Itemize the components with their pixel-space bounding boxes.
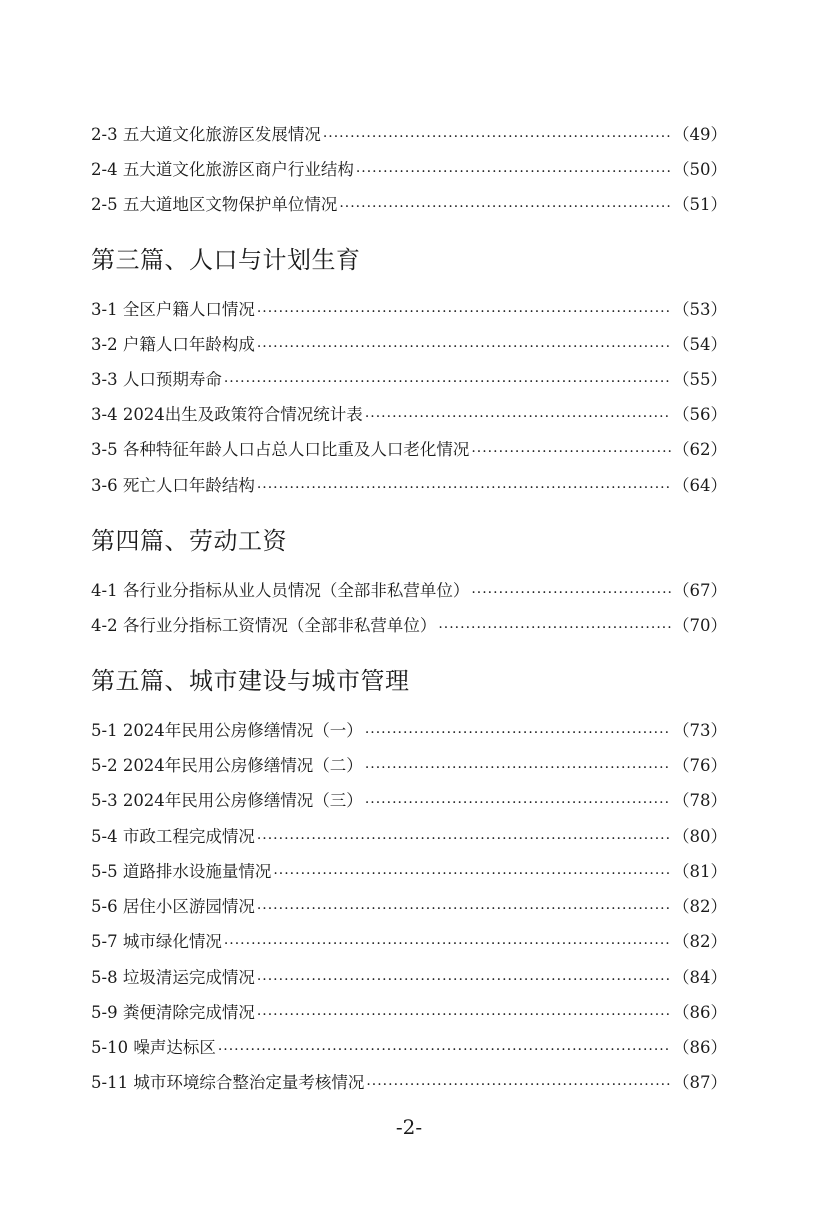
toc-entry[interactable] — [91, 966, 727, 990]
toc-entry-label: 4-2 各行业分指标工资情况（全部非私营单位） — [91, 616, 437, 635]
toc-entry-page: （53） — [673, 300, 727, 319]
toc-entry-label: 5-3 2024年民用公房修缮情况（三） — [91, 791, 363, 810]
toc-entry-label: 3-1 全区户籍人口情况 — [91, 300, 255, 319]
toc-entry-page: （73） — [673, 721, 727, 740]
toc-entry-label: 3-4 2024出生及政策符合情况统计表 — [91, 405, 363, 424]
dot-leader — [471, 442, 671, 462]
dot-leader — [356, 162, 671, 182]
toc-entry[interactable] — [91, 579, 727, 603]
toc-entry-page: （76） — [673, 756, 727, 775]
toc-entry[interactable] — [91, 825, 727, 849]
dot-leader — [224, 934, 671, 954]
toc-entry[interactable] — [91, 860, 727, 884]
dot-leader — [257, 478, 671, 498]
dot-leader — [365, 723, 671, 743]
toc-entry-label: 5-5 道路排水设施量情况 — [91, 862, 272, 881]
toc-entry[interactable] — [91, 123, 727, 147]
dot-leader — [365, 407, 671, 427]
dot-leader — [365, 793, 671, 813]
dot-leader — [257, 302, 671, 322]
toc-entry-page: （62） — [673, 440, 727, 459]
toc-entry-label: 5-8 垃圾清运完成情况 — [91, 968, 255, 987]
toc-entry-page: （82） — [673, 932, 727, 951]
toc-entry-label: 5-2 2024年民用公房修缮情况（二） — [91, 756, 363, 775]
dot-leader — [438, 618, 671, 638]
toc-entry[interactable] — [91, 614, 727, 638]
toc-entry-label: 2-4 五大道文化旅游区商户行业结构 — [91, 160, 354, 179]
dot-leader — [339, 197, 671, 217]
toc-entry-label: 5-6 居住小区游园情况 — [91, 897, 255, 916]
toc-entry-page: （67） — [673, 581, 727, 600]
dot-leader — [471, 583, 671, 603]
toc-entry[interactable] — [91, 1036, 727, 1060]
toc-entry[interactable] — [91, 403, 727, 427]
toc-entry-page: （55） — [673, 370, 727, 389]
toc-entry[interactable] — [91, 719, 727, 743]
toc-entry-label: 5-10 噪声达标区 — [91, 1038, 216, 1057]
toc-entry-page: （86） — [673, 1003, 727, 1022]
section-heading: 第五篇、城市建设与城市管理 — [91, 667, 410, 695]
toc-entry-label: 5-4 市政工程完成情况 — [91, 827, 255, 846]
toc-entry-label: 5-1 2024年民用公房修缮情况（一） — [91, 721, 363, 740]
toc-entry-label: 5-11 城市环境综合整治定量考核情况 — [91, 1073, 365, 1092]
section-heading: 第三篇、人口与计划生育 — [91, 246, 361, 274]
toc-entry[interactable] — [91, 474, 727, 498]
toc-entry[interactable] — [91, 754, 727, 778]
dot-leader — [224, 372, 671, 392]
toc-entry-page: （87） — [673, 1073, 727, 1092]
toc-entry-page: （50） — [673, 160, 727, 179]
toc-entry[interactable] — [91, 158, 727, 182]
toc-entry-page: （51） — [673, 195, 727, 214]
toc-entry-page: （82） — [673, 897, 727, 916]
toc-entry-label: 3-2 户籍人口年龄构成 — [91, 335, 255, 354]
toc-entry-label: 2-5 五大道地区文物保护单位情况 — [91, 195, 338, 214]
toc-entry-page: （78） — [673, 791, 727, 810]
page-number: -2- — [395, 1115, 423, 1139]
toc-entry-page: （80） — [673, 827, 727, 846]
dot-leader — [365, 758, 671, 778]
toc-entry-label: 5-7 城市绿化情况 — [91, 932, 222, 951]
toc-entry[interactable] — [91, 1001, 727, 1025]
toc-entry[interactable] — [91, 298, 727, 322]
dot-leader — [257, 337, 671, 357]
toc-entry-page: （84） — [673, 968, 727, 987]
toc-entry[interactable] — [91, 193, 727, 217]
toc-entry-label: 3-3 人口预期寿命 — [91, 370, 222, 389]
toc-entry-page: （54） — [673, 335, 727, 354]
toc-entry-label: 2-3 五大道文化旅游区发展情况 — [91, 125, 321, 144]
dot-leader — [257, 829, 671, 849]
toc-entry[interactable] — [91, 333, 727, 357]
toc-entry-label: 3-6 死亡人口年龄结构 — [91, 476, 255, 495]
dot-leader — [257, 899, 671, 919]
section-heading: 第四篇、劳动工资 — [91, 527, 287, 555]
dot-leader — [257, 970, 671, 990]
toc-entry-label: 4-1 各行业分指标从业人员情况（全部非私营单位） — [91, 581, 470, 600]
dot-leader — [323, 127, 671, 147]
toc-entry-page: （56） — [673, 405, 727, 424]
toc-entry-page: （86） — [673, 1038, 727, 1057]
dot-leader — [366, 1075, 671, 1095]
toc-entry-label: 3-5 各种特征年龄人口占总人口比重及人口老化情况 — [91, 440, 470, 459]
toc-entry[interactable] — [91, 1071, 727, 1095]
toc-entry-page: （70） — [673, 616, 727, 635]
toc-entry-label: 5-9 粪便清除完成情况 — [91, 1003, 255, 1022]
dot-leader — [218, 1040, 671, 1060]
toc-entry-page: （64） — [673, 476, 727, 495]
toc-entry-page: （81） — [673, 862, 727, 881]
toc-entry[interactable] — [91, 789, 727, 813]
toc-entry[interactable] — [91, 895, 727, 919]
toc-entry-page: （49） — [673, 125, 727, 144]
toc-entry[interactable] — [91, 368, 727, 392]
toc-entry[interactable] — [91, 930, 727, 954]
dot-leader — [273, 864, 671, 884]
toc-entry[interactable] — [91, 438, 727, 462]
dot-leader — [257, 1005, 671, 1025]
